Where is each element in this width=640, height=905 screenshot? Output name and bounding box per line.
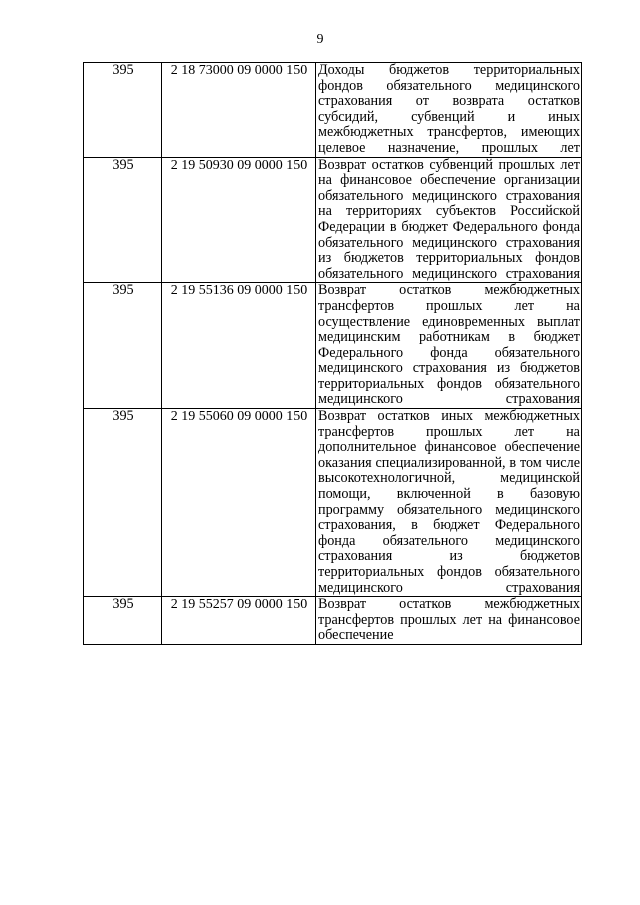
kbk-code-cell: 2 19 50930 09 0000 150	[162, 157, 316, 283]
table-row	[84, 63, 582, 158]
kbk-code-cell: 2 19 55060 09 0000 150	[162, 409, 316, 597]
table-row	[84, 283, 582, 409]
table-row	[84, 597, 582, 645]
admin-code-cell: 395	[84, 63, 162, 158]
table-row	[84, 157, 582, 283]
table-row	[84, 409, 582, 597]
kbk-code-cell: 2 18 73000 09 0000 150	[162, 63, 316, 158]
description-cell: Доходы бюджетов территориальных фондов обязательного медицинского страхования от возврата остатков субсидий, субвенций и иных межбюджетных трансфертов, имеющих целевое назначение, прошлых лет	[316, 63, 582, 158]
admin-code-cell: 395	[84, 409, 162, 597]
description-cell: Возврат остатков субвенций прошлых лет на финансовое обеспечение организации обязательного медицинского страхования на территориях субъектов Российской Федерации в бюджет Федерального фонда обязательного медицинского страхования из бюджетов территориальных фондов обязательного медицинского страхования	[316, 157, 582, 283]
kbk-code-cell: 2 19 55136 09 0000 150	[162, 283, 316, 409]
admin-code-cell: 395	[84, 597, 162, 645]
description-cell: Возврат остатков иных межбюджетных трансфертов прошлых лет на дополнительное финансовое обеспечение оказания специализированной, в том числе высокотехнологичной, медицинской помощи, включенной в базовую программу обязательного медицинского страхования, в бюджет Федерального фонда обязательного медицинского страхования из бюджетов территориальных фондов обязательного медицинского страхования	[316, 409, 582, 597]
admin-code-cell: 395	[84, 283, 162, 409]
kbk-code-cell: 2 19 55257 09 0000 150	[162, 597, 316, 645]
budget-classification-table	[83, 62, 582, 645]
admin-code-cell: 395	[84, 157, 162, 283]
page-number: 9	[316, 32, 324, 47]
description-cell: Возврат остатков межбюджетных трансфертов прошлых лет на финансовое обеспечение	[316, 597, 582, 645]
description-cell: Возврат остатков межбюджетных трансфертов прошлых лет на осуществление единовременных выплат медицинским работникам в бюджет Федерального фонда обязательного медицинского страхования из бюджетов территориальных фондов обязательного медицинского страхования	[316, 283, 582, 409]
